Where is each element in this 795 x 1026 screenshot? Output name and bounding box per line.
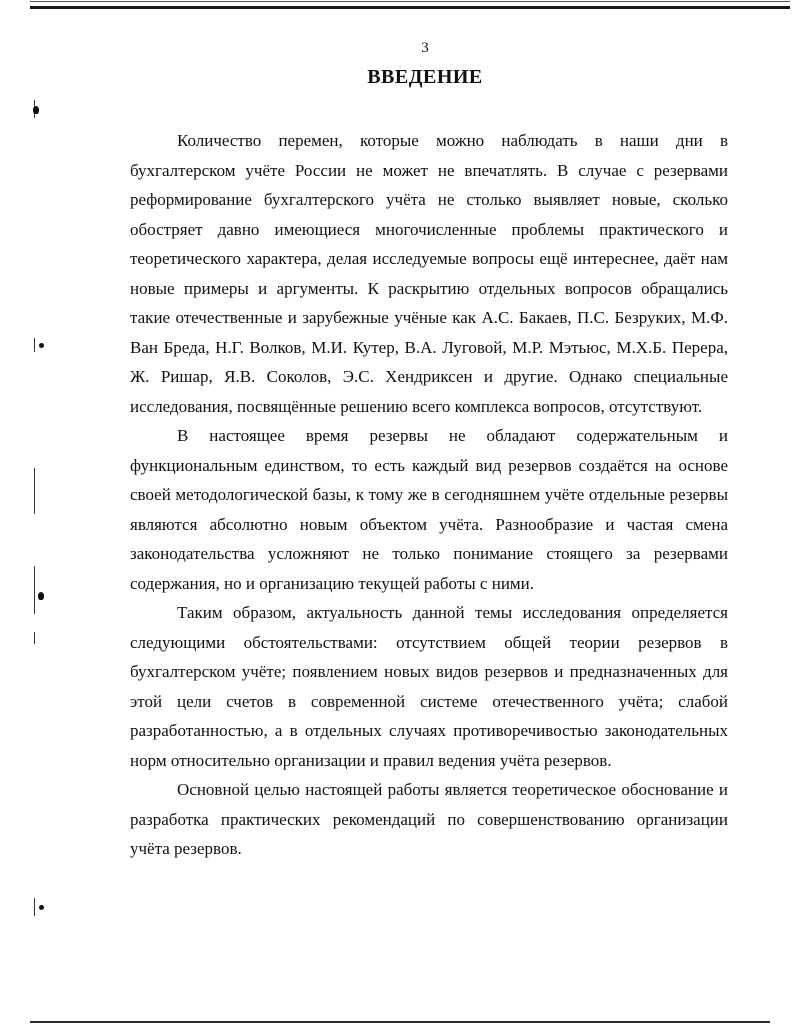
paragraph: В настоящее время резервы не обладают содержательным и функциональным единством, то есть каждый вид резервов создаётся на основе своей методологической базы, к тому же в сегодняшнем учёте отдельные резервы являются абсолютно новым объектом учёта. Разнообразие и частая смена законодательства усложняют не только понимание стоящего за резервами содержания, но и организацию текущей работы с ними. (130, 426, 728, 593)
paragraph: Таким образом, актуальность данной темы исследования определяется следующими обстоятельствами: отсутствием общей теории резервов в бухгалтерском учёте; появлением новых видов резервов и предназначенных для этой цели счетов в современной системе отечественного учёта; слабой разработанностью, а в отдельных случаях противоречивостью законодательных норм относительно организации и правил ведения учёта резервов. (130, 603, 728, 770)
scan-margin-mark (34, 632, 35, 644)
page-title: ВВЕДЕНИЕ (367, 66, 483, 88)
scan-margin-mark (34, 898, 35, 916)
scan-margin-dot (39, 905, 44, 910)
scan-margin-mark (34, 566, 35, 614)
page-number: 3 (421, 40, 429, 56)
scan-top-edge-line (30, 1, 790, 2)
scan-margin-mark (34, 468, 35, 514)
scan-margin-dot (39, 343, 44, 348)
scan-bottom-border (30, 1021, 770, 1023)
scan-top-border (30, 6, 790, 9)
document-body (130, 126, 728, 864)
scan-margin-dot (38, 592, 44, 600)
scan-margin-mark (34, 338, 35, 352)
paragraph: Основной целью настоящей работы является теоретическое обоснование и разработка практических рекомендаций по совершенствованию организации учёта резервов. (130, 780, 728, 858)
paragraph: Количество перемен, которые можно наблюдать в наши дни в бухгалтерском учёте России не может не впечатлять. В случае с резервами реформирование бухгалтерского учёта не столько выявляет новые, сколько обостряет давно имеющиеся многочисленные проблемы практического и теоретического характера, делая исследуемые вопросы ещё интереснее, даёт нам новые примеры и аргументы. К раскрытию отдельных вопросов обращались такие отечественные и зарубежные учёные как А.С. Бакаев, П.С. Безруких, М.Ф. Ван Бреда, Н.Г. Волков, М.И. Кутер, В.А. Луговой, М.Р. Мэтьюс, М.Х.Б. Перера, Ж. Ришар, Я.В. Соколов, Э.С. Хендриксен и другие. Однако специальные исследования, посвящённые решению всего комплекса вопросов, отсутствуют. (130, 131, 728, 416)
scan-margin-dot (33, 106, 39, 114)
